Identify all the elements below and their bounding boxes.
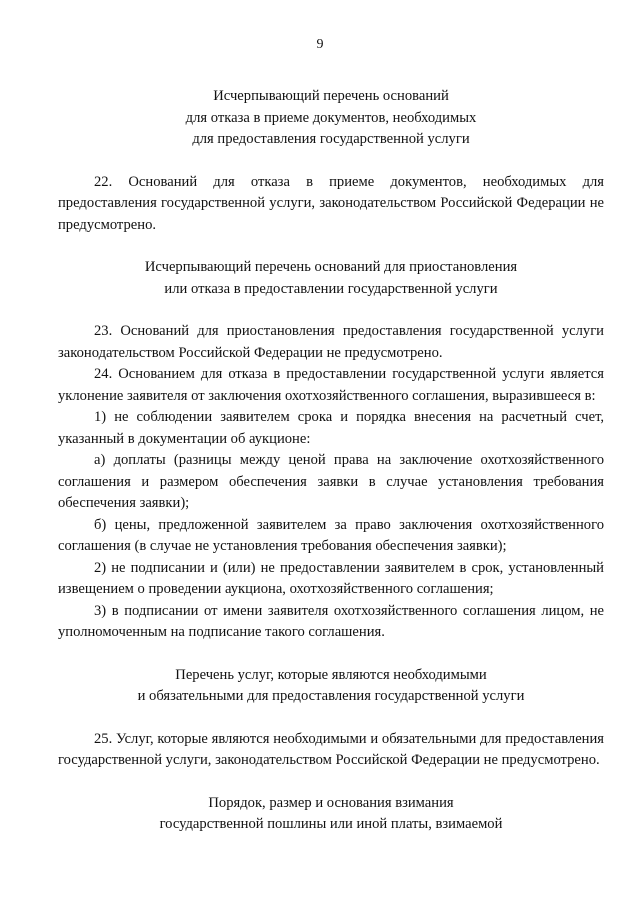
paragraph-24: 24. Основанием для отказа в предоставлении государственной услуги является уклонение заявителя от заключения охотхозяйственного соглашения, выразившееся в: [58, 366, 604, 404]
paragraph-24-item-1b: б) цены, предложенной заявителем за право заключения охотхозяйственного соглашения (в случае не установления требования обеспечения заявки); [58, 516, 604, 554]
paragraph-24-item-2: 2) не подписании и (или) не предоставлении заявителем в срок, установленный извещением о проведении аукциона, охотхозяйственного соглашения; [58, 559, 604, 597]
paragraph-24-item-1: 1) не соблюдении заявителем срока и порядка внесения на расчетный счет, указанный в документации об аукционе: [58, 409, 604, 447]
paragraph-23: 23. Оснований для приостановления предоставления государственной услуги законодательством Российской Федерации не предусмотрено. [58, 323, 604, 361]
paragraph-24-item-1a: а) доплаты (разницы между ценой права на заключение охотхозяйственного соглашения и размером обеспечения заявки в случае установления требования обеспечения заявки); [58, 452, 604, 511]
paragraph-22: 22. Оснований для отказа в приеме документов, необходимых для предоставления государственной услуги, законодательством Российской Федерации не предусмотрено. [58, 173, 604, 233]
paragraph-25: 25. Услуг, которые являются необходимыми и обязательными для предоставления государственной услуги, законодательством Российской Федерации не предусмотрено. [58, 730, 604, 768]
section-heading-suspension-refusal: Исчерпывающий перечень оснований для приостановления или отказа в предоставлении государственной услуги [144, 259, 518, 297]
section-heading-state-fee: Порядок, размер и основания взимания государственной пошлины или иной платы, взимаемой [159, 794, 503, 832]
section-heading-required-services: Перечень услуг, которые являются необходимыми и обязательными для предоставления государственной услуги [137, 666, 525, 704]
paragraph-24-item-3: 3) в подписании от имени заявителя охотхозяйственного соглашения лицом, не уполномоченным на подписание такого соглашения. [58, 602, 604, 640]
document-body [58, 86, 604, 836]
page-number: 9 [316, 37, 324, 52]
section-heading-refusal-acceptance: Исчерпывающий перечень оснований для отказа в приеме документов, необходимых для предоставления государственной услуги [185, 88, 477, 147]
